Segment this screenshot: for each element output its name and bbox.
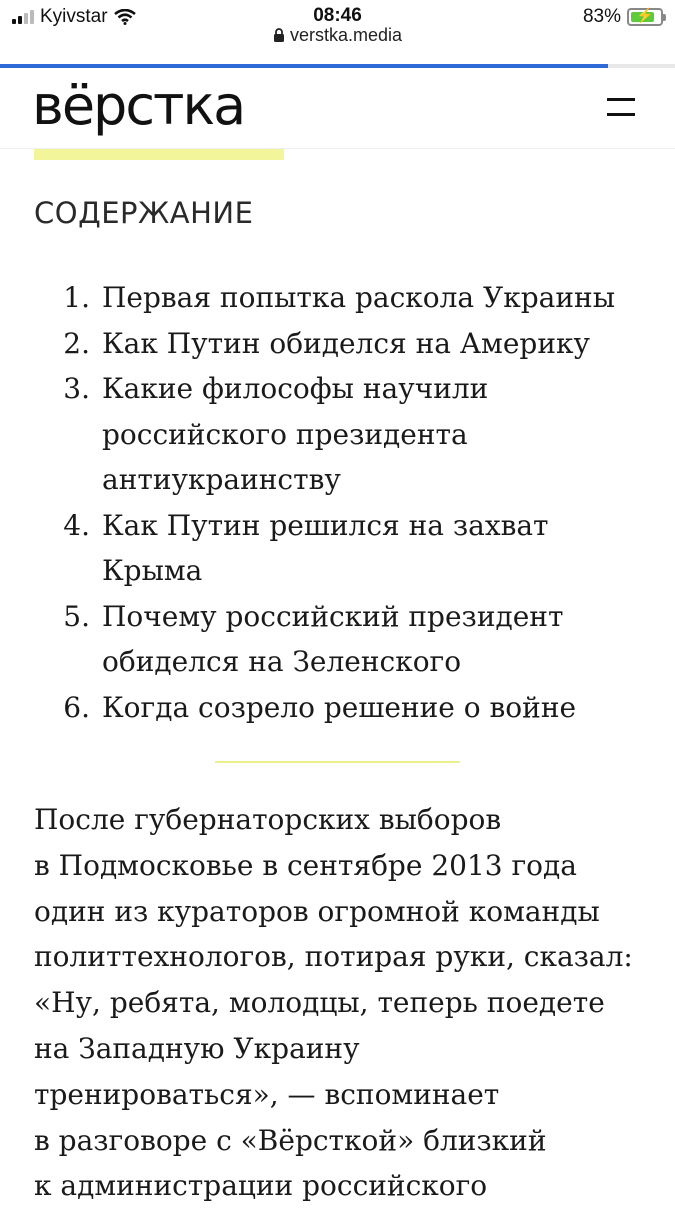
- toc-item-link[interactable]: Как Путин решился на захват: [102, 508, 549, 542]
- toc-item-link[interactable]: обиделся на Зеленского: [102, 645, 462, 678]
- toc-item-number: 4.: [63, 508, 90, 542]
- toc-item-continuation[interactable]: [34, 412, 644, 458]
- toc-item-number: 2.: [63, 326, 90, 360]
- battery-percent: 83%: [582, 6, 621, 27]
- toc-item-continuation[interactable]: [34, 457, 644, 503]
- toc-item-number: [34, 457, 102, 503]
- article-line: на Западную Украину: [34, 1031, 360, 1065]
- battery-indicator: [583, 6, 663, 28]
- carrier-name: Kyivstar: [40, 6, 108, 27]
- site-header: [0, 68, 675, 149]
- toc-list: [34, 275, 644, 730]
- toc-item-link[interactable]: Когда созрело решение о войне: [102, 690, 577, 724]
- url-text: verstka.media: [289, 25, 403, 45]
- status-bar: [0, 0, 675, 66]
- toc-item-number: [34, 412, 102, 458]
- section-divider: [215, 761, 460, 763]
- toc-item-number: 5.: [63, 599, 90, 633]
- article-line: в Подмосковье в сентябре 2013 года: [34, 848, 577, 882]
- toc-item[interactable]: [34, 275, 644, 321]
- clock: 08:46: [313, 5, 362, 26]
- toc-item-link[interactable]: Почему российский президент: [102, 599, 564, 633]
- article-line: политтехнологов, потирая руки, сказал:: [34, 940, 633, 974]
- toc-item-number: 1.: [63, 281, 90, 314]
- article-line: «Ну, ребята, молодцы, теперь поедете: [34, 986, 605, 1020]
- toc-item-link[interactable]: антиукраинству: [102, 463, 341, 496]
- battery-icon: [627, 8, 663, 26]
- toc-item[interactable]: [34, 321, 644, 367]
- toc-item-number: [34, 639, 102, 685]
- article-line: к администрации российского: [34, 1169, 488, 1203]
- toc-item-number: 6.: [63, 690, 90, 724]
- article-paragraph: [34, 797, 654, 1209]
- toc-item[interactable]: [34, 594, 644, 640]
- toc-item-continuation[interactable]: [34, 639, 644, 685]
- article-line: После губернаторских выборов: [34, 803, 502, 836]
- lock-icon: [273, 28, 285, 42]
- article-line: один из кураторов огромной команды: [34, 894, 600, 928]
- hamburger-menu-icon[interactable]: [607, 96, 635, 118]
- article-line: тренироваться», — вспоминает: [34, 1077, 500, 1111]
- toc-item[interactable]: [34, 366, 644, 412]
- address-bar[interactable]: [0, 25, 675, 46]
- toc-item[interactable]: [34, 685, 644, 731]
- site-logo[interactable]: вёрстка: [32, 74, 245, 137]
- toc-item-link[interactable]: Первая попытка раскола Украины: [102, 281, 615, 314]
- toc-item-link[interactable]: Крыма: [102, 554, 203, 587]
- toc-item-link[interactable]: Какие философы научили: [102, 372, 489, 405]
- toc-item[interactable]: [34, 503, 644, 549]
- article-line: в разговоре с «Вёрсткой» близкий: [34, 1123, 547, 1157]
- toc-item-link[interactable]: российского президента: [102, 417, 468, 451]
- toc-item-link[interactable]: Как Путин обиделся на Америку: [102, 326, 590, 360]
- toc-item-continuation[interactable]: [34, 548, 644, 594]
- toc-heading: СОДЕРЖАНИЕ: [34, 196, 254, 230]
- toc-item-number: [34, 548, 102, 594]
- charging-icon: ⚡: [636, 7, 654, 23]
- toc-item-number: 3.: [63, 372, 90, 405]
